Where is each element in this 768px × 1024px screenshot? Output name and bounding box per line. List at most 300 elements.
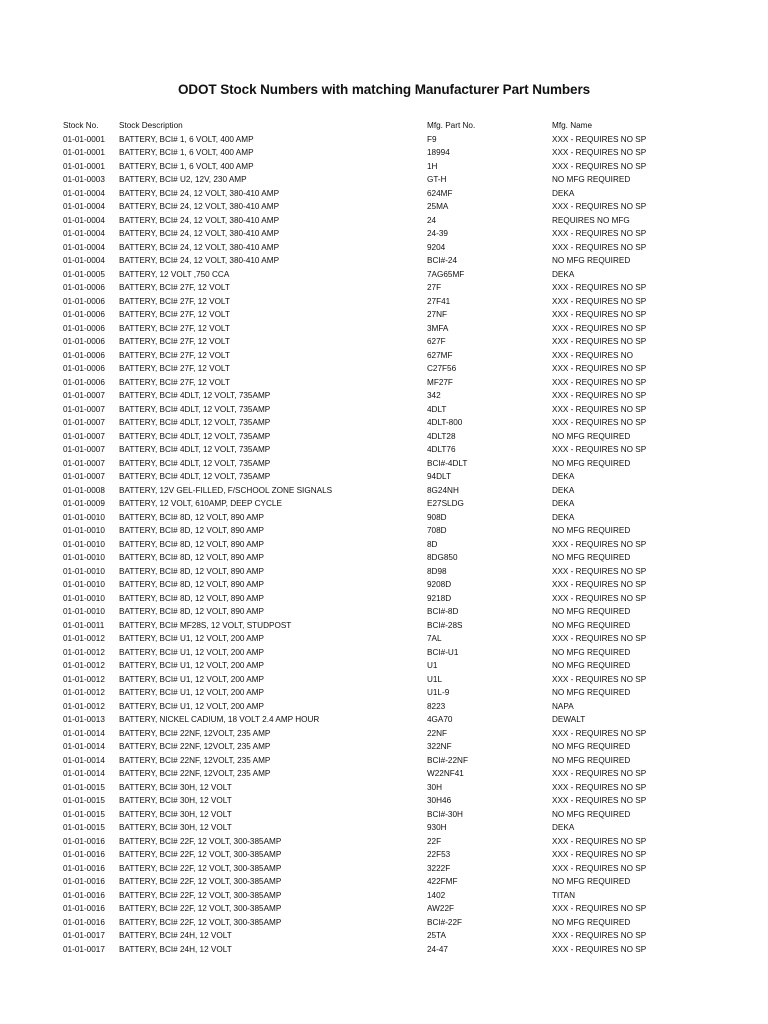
cell-mfg-name: XXX - REQUIRES NO SP bbox=[552, 539, 647, 549]
table-row bbox=[63, 173, 723, 187]
cell-stock-description: BATTERY, BCI# 22NF, 12VOLT, 235 AMP bbox=[119, 755, 271, 765]
cell-mfg-name: TITAN bbox=[552, 890, 576, 900]
table-row bbox=[63, 362, 723, 376]
cell-stock-description: BATTERY, BCI# 30H, 12 VOLT bbox=[119, 796, 232, 805]
cell-mfg-name: NO MFG REQUIRED bbox=[552, 877, 631, 886]
cell-mfg-part-no: 624MF bbox=[427, 188, 453, 198]
cell-stock-description: BATTERY, BCI# 1, 6 VOLT, 400 AMP bbox=[119, 161, 254, 171]
cell-mfg-part-no: U1L bbox=[427, 674, 443, 684]
cell-mfg-name: XXX - REQUIRES NO SP bbox=[552, 148, 647, 157]
cell-stock-description: BATTERY, BCI# 27F, 12 VOLT bbox=[119, 310, 230, 319]
cell-mfg-name: XXX - REQUIRES NO SP bbox=[552, 296, 647, 306]
cell-mfg-name: NO MFG REQUIRED bbox=[552, 917, 631, 927]
table-row bbox=[63, 227, 723, 241]
table-row bbox=[63, 605, 723, 619]
cell-stock-description: BATTERY, BCI# U1, 12 VOLT, 200 AMP bbox=[119, 701, 265, 711]
cell-mfg-part-no: 9208D bbox=[427, 580, 452, 589]
cell-mfg-name: NO MFG REQUIRED bbox=[552, 256, 631, 265]
cell-stock-description: BATTERY, BCI# 4DLT, 12 VOLT, 735AMP bbox=[119, 458, 271, 468]
table-row bbox=[63, 524, 723, 538]
cell-stock-no: 01-01-0016 bbox=[63, 904, 105, 913]
header-stock-no: Stock No. bbox=[63, 121, 99, 130]
cell-stock-no: 01-01-0004 bbox=[63, 215, 105, 225]
cell-stock-no: 01-01-0007 bbox=[63, 458, 105, 468]
cell-stock-no: 01-01-0006 bbox=[63, 350, 105, 360]
cell-stock-no: 01-01-0017 bbox=[63, 931, 105, 940]
cell-stock-no: 01-01-0015 bbox=[63, 796, 105, 805]
cell-stock-no: 01-01-0006 bbox=[63, 323, 105, 333]
cell-mfg-name: NO MFG REQUIRED bbox=[552, 742, 631, 751]
cell-mfg-name: XXX - REQUIRES NO SP bbox=[552, 728, 647, 738]
cell-stock-description: BATTERY, BCI# 22NF, 12VOLT, 235 AMP bbox=[119, 728, 271, 738]
cell-stock-description: BATTERY, BCI# 24, 12 VOLT, 380-410 AMP bbox=[119, 215, 280, 225]
cell-stock-no: 01-01-0017 bbox=[63, 944, 105, 954]
table-row bbox=[63, 713, 723, 727]
cell-stock-no: 01-01-0011 bbox=[63, 620, 105, 630]
cell-stock-description: BATTERY, 12 VOLT, 610AMP, DEEP CYCLE bbox=[119, 499, 282, 508]
cell-stock-description: BATTERY, BCI# U1, 12 VOLT, 200 AMP bbox=[119, 647, 265, 657]
cell-stock-no: 01-01-0016 bbox=[63, 877, 105, 886]
cell-mfg-part-no: 422FMF bbox=[427, 877, 458, 886]
cell-stock-description: BATTERY, BCI# 30H, 12 VOLT bbox=[119, 823, 232, 832]
cell-mfg-name: NO MFG REQUIRED bbox=[552, 809, 631, 819]
cell-stock-no: 01-01-0016 bbox=[63, 836, 105, 846]
table-row bbox=[63, 821, 723, 835]
cell-stock-description: BATTERY, BCI# 24, 12 VOLT, 380-410 AMP bbox=[119, 229, 280, 238]
cell-mfg-part-no: W22NF41 bbox=[427, 769, 464, 778]
cell-stock-no: 01-01-0010 bbox=[63, 526, 105, 535]
cell-mfg-name: XXX - REQUIRES NO SP bbox=[552, 229, 647, 238]
cell-stock-no: 01-01-0014 bbox=[63, 728, 105, 738]
cell-stock-description: BATTERY, BCI# U1, 12 VOLT, 200 AMP bbox=[119, 661, 265, 670]
cell-stock-description: BATTERY, BCI# 22F, 12 VOLT, 300-385AMP bbox=[119, 863, 282, 873]
cell-stock-description: BATTERY, BCI# 4DLT, 12 VOLT, 735AMP bbox=[119, 445, 271, 454]
cell-mfg-part-no: 30H46 bbox=[427, 796, 452, 805]
cell-mfg-part-no: 22F bbox=[427, 836, 442, 846]
cell-mfg-part-no: 24-47 bbox=[427, 944, 448, 954]
table-row bbox=[63, 349, 723, 363]
table-row bbox=[63, 619, 723, 633]
cell-mfg-part-no: 22F53 bbox=[427, 850, 451, 859]
table-row bbox=[63, 889, 723, 903]
cell-mfg-name: XXX - REQUIRES NO SP bbox=[552, 674, 647, 684]
cell-mfg-part-no: 9204 bbox=[427, 242, 446, 252]
cell-mfg-part-no: 708D bbox=[427, 526, 447, 535]
cell-mfg-part-no: BCI#-22F bbox=[427, 917, 463, 927]
cell-stock-description: BATTERY, BCI# 24, 12 VOLT, 380-410 AMP bbox=[119, 202, 280, 211]
cell-mfg-part-no: 25TA bbox=[427, 931, 446, 940]
cell-mfg-part-no: 30H bbox=[427, 782, 443, 792]
cell-mfg-part-no: 18994 bbox=[427, 148, 450, 157]
cell-stock-no: 01-01-0006 bbox=[63, 310, 105, 319]
table-row bbox=[63, 335, 723, 349]
cell-mfg-part-no: BCI#-22NF bbox=[427, 755, 468, 765]
cell-mfg-name: DEKA bbox=[552, 269, 575, 279]
cell-mfg-name: NO MFG REQUIRED bbox=[552, 607, 631, 616]
cell-mfg-part-no: BCI#-8D bbox=[427, 607, 459, 616]
cell-stock-no: 01-01-0010 bbox=[63, 566, 105, 576]
cell-mfg-name: XXX - REQUIRES NO SP bbox=[552, 904, 647, 913]
cell-mfg-part-no: 8223 bbox=[427, 701, 446, 711]
cell-stock-description: BATTERY, BCI# 8D, 12 VOLT, 890 AMP bbox=[119, 512, 265, 522]
cell-stock-description: BATTERY, BCI# 22F, 12 VOLT, 300-385AMP bbox=[119, 890, 282, 900]
cell-stock-description: BATTERY, BCI# 1, 6 VOLT, 400 AMP bbox=[119, 148, 254, 157]
table-row bbox=[63, 484, 723, 498]
cell-stock-no: 01-01-0004 bbox=[63, 188, 105, 198]
cell-mfg-part-no: 9218D bbox=[427, 593, 452, 603]
cell-stock-description: BATTERY, BCI# 30H, 12 VOLT bbox=[119, 809, 232, 819]
cell-stock-description: BATTERY, BCI# 8D, 12 VOLT, 890 AMP bbox=[119, 553, 265, 562]
cell-mfg-part-no: 7AL bbox=[427, 634, 442, 643]
cell-mfg-name: XXX - REQUIRES NO SP bbox=[552, 769, 647, 778]
cell-mfg-name: XXX - REQUIRES NO SP bbox=[552, 944, 647, 954]
cell-stock-no: 01-01-0012 bbox=[63, 701, 105, 711]
table-row bbox=[63, 322, 723, 336]
header-stock-description: Stock Description bbox=[119, 121, 183, 130]
table-row bbox=[63, 673, 723, 687]
cell-mfg-name: XXX - REQUIRES NO SP bbox=[552, 161, 647, 171]
table-row bbox=[63, 646, 723, 660]
cell-mfg-part-no: 4DLT28 bbox=[427, 431, 456, 441]
cell-mfg-name: NO MFG REQUIRED bbox=[552, 175, 631, 184]
cell-mfg-part-no: 27F bbox=[427, 283, 442, 292]
cell-mfg-part-no: 627MF bbox=[427, 350, 453, 360]
cell-stock-no: 01-01-0015 bbox=[63, 782, 105, 792]
table-row bbox=[63, 943, 723, 957]
table-row bbox=[63, 389, 723, 403]
cell-mfg-name: XXX - REQUIRES NO SP bbox=[552, 418, 647, 427]
table-row bbox=[63, 632, 723, 646]
table-row bbox=[63, 376, 723, 390]
cell-stock-no: 01-01-0007 bbox=[63, 431, 105, 441]
cell-stock-description: BATTERY, BCI# 22F, 12 VOLT, 300-385AMP bbox=[119, 836, 282, 846]
cell-mfg-name: XXX - REQUIRES NO SP bbox=[552, 850, 647, 859]
cell-stock-no: 01-01-0005 bbox=[63, 269, 105, 279]
cell-stock-no: 01-01-0016 bbox=[63, 863, 105, 873]
cell-stock-no: 01-01-0007 bbox=[63, 418, 105, 427]
table-row bbox=[63, 497, 723, 511]
cell-stock-description: BATTERY, BCI# U1, 12 VOLT, 200 AMP bbox=[119, 674, 265, 684]
cell-stock-description: BATTERY, BCI# 24, 12 VOLT, 380-410 AMP bbox=[119, 256, 280, 265]
cell-mfg-part-no: U1 bbox=[427, 661, 438, 670]
cell-mfg-part-no: 322NF bbox=[427, 742, 452, 751]
cell-stock-description: BATTERY, BCI# 22F, 12 VOLT, 300-385AMP bbox=[119, 850, 282, 859]
cell-mfg-name: XXX - REQUIRES NO SP bbox=[552, 931, 647, 940]
cell-stock-description: BATTERY, BCI# 8D, 12 VOLT, 890 AMP bbox=[119, 607, 265, 616]
cell-mfg-name: NAPA bbox=[552, 701, 574, 711]
cell-stock-no: 01-01-0007 bbox=[63, 391, 105, 400]
cell-stock-no: 01-01-0004 bbox=[63, 202, 105, 211]
cell-mfg-part-no: 94DLT bbox=[427, 472, 451, 481]
cell-mfg-name: XXX - REQUIRES NO SP bbox=[552, 364, 647, 373]
cell-stock-no: 01-01-0010 bbox=[63, 580, 105, 589]
cell-stock-no: 01-01-0006 bbox=[63, 337, 105, 346]
table-row bbox=[63, 592, 723, 606]
cell-mfg-part-no: 27F41 bbox=[427, 296, 451, 306]
cell-mfg-part-no: 4DLT bbox=[427, 404, 447, 414]
cell-stock-description: BATTERY, BCI# U1, 12 VOLT, 200 AMP bbox=[119, 634, 265, 643]
cell-mfg-part-no: AW22F bbox=[427, 904, 454, 913]
cell-mfg-part-no: 3222F bbox=[427, 863, 451, 873]
cell-mfg-name: DEKA bbox=[552, 823, 575, 832]
header-mfg-name: Mfg. Name bbox=[552, 121, 593, 130]
cell-mfg-name: NO MFG REQUIRED bbox=[552, 755, 631, 765]
cell-stock-description: BATTERY, BCI# 27F, 12 VOLT bbox=[119, 323, 230, 333]
table-row bbox=[63, 727, 723, 741]
cell-mfg-name: XXX - REQUIRES NO SP bbox=[552, 782, 647, 792]
table-row bbox=[63, 916, 723, 930]
cell-stock-no: 01-01-0012 bbox=[63, 661, 105, 670]
cell-stock-description: BATTERY, BCI# 24, 12 VOLT, 380-410 AMP bbox=[119, 242, 280, 252]
table-row bbox=[63, 430, 723, 444]
cell-mfg-name: XXX - REQUIRES NO SP bbox=[552, 391, 647, 400]
cell-stock-no: 01-01-0004 bbox=[63, 242, 105, 252]
cell-mfg-name: XXX - REQUIRES NO SP bbox=[552, 796, 647, 805]
cell-mfg-part-no: 24-39 bbox=[427, 229, 448, 238]
header-mfg-part-no: Mfg. Part No. bbox=[427, 121, 476, 130]
cell-stock-description: BATTERY, BCI# 8D, 12 VOLT, 890 AMP bbox=[119, 580, 265, 589]
table-row bbox=[63, 767, 723, 781]
cell-stock-description: BATTERY, BCI# 24, 12 VOLT, 380-410 AMP bbox=[119, 188, 280, 198]
cell-mfg-part-no: 8D bbox=[427, 539, 438, 549]
table-row bbox=[63, 538, 723, 552]
table-row bbox=[63, 794, 723, 808]
cell-mfg-part-no: U1L-9 bbox=[427, 688, 450, 697]
cell-stock-description: BATTERY, BCI# 4DLT, 12 VOLT, 735AMP bbox=[119, 418, 271, 427]
cell-mfg-name: DEKA bbox=[552, 512, 575, 522]
cell-mfg-part-no: BCI#-28S bbox=[427, 620, 463, 630]
table-row bbox=[63, 781, 723, 795]
table-row bbox=[63, 470, 723, 484]
table-row bbox=[63, 659, 723, 673]
cell-mfg-name: XXX - REQUIRES NO SP bbox=[552, 634, 647, 643]
cell-stock-description: BATTERY, BCI# 4DLT, 12 VOLT, 735AMP bbox=[119, 404, 271, 414]
cell-mfg-part-no: 22NF bbox=[427, 728, 448, 738]
table-row bbox=[63, 902, 723, 916]
table-row bbox=[63, 295, 723, 309]
cell-mfg-part-no: 8D98 bbox=[427, 566, 447, 576]
cell-stock-description: BATTERY, BCI# 22NF, 12VOLT, 235 AMP bbox=[119, 769, 271, 778]
cell-mfg-name: XXX - REQUIRES NO SP bbox=[552, 404, 647, 414]
table-row bbox=[63, 578, 723, 592]
table-row bbox=[63, 403, 723, 417]
table-row bbox=[63, 875, 723, 889]
cell-mfg-part-no: 908D bbox=[427, 512, 447, 522]
cell-stock-description: BATTERY, 12V GEL-FILLED, F/SCHOOL ZONE SIGNALS bbox=[119, 485, 333, 495]
cell-stock-description: BATTERY, BCI# 4DLT, 12 VOLT, 735AMP bbox=[119, 472, 271, 481]
cell-mfg-part-no: 8G24NH bbox=[427, 485, 459, 495]
cell-stock-no: 01-01-0015 bbox=[63, 823, 105, 832]
table-row bbox=[63, 200, 723, 214]
cell-mfg-name: NO MFG REQUIRED bbox=[552, 526, 631, 535]
cell-mfg-name: NO MFG REQUIRED bbox=[552, 620, 631, 630]
cell-mfg-name: DEKA bbox=[552, 499, 575, 508]
document-title: ODOT Stock Numbers with matching Manufacturer Part Numbers bbox=[177, 82, 591, 97]
cell-stock-no: 01-01-0004 bbox=[63, 256, 105, 265]
stock-table bbox=[63, 119, 723, 956]
cell-mfg-part-no: 4GA70 bbox=[427, 715, 453, 724]
cell-stock-no: 01-01-0001 bbox=[63, 161, 105, 171]
cell-mfg-part-no: 4DLT-800 bbox=[427, 418, 463, 427]
cell-mfg-name: XXX - REQUIRES NO SP bbox=[552, 377, 647, 387]
cell-mfg-part-no: 25MA bbox=[427, 202, 449, 211]
table-header bbox=[63, 119, 723, 133]
cell-stock-no: 01-01-0010 bbox=[63, 553, 105, 562]
cell-mfg-part-no: GT-H bbox=[427, 175, 447, 184]
cell-stock-no: 01-01-0006 bbox=[63, 283, 105, 292]
cell-mfg-part-no: 1H bbox=[427, 161, 438, 171]
cell-mfg-part-no: 7AG65MF bbox=[427, 269, 465, 279]
cell-mfg-part-no: 24 bbox=[427, 215, 437, 225]
cell-stock-no: 01-01-0006 bbox=[63, 296, 105, 306]
cell-mfg-name: XXX - REQUIRES NO SP bbox=[552, 242, 647, 252]
cell-stock-no: 01-01-0016 bbox=[63, 850, 105, 859]
cell-mfg-part-no: 627F bbox=[427, 337, 446, 346]
cell-mfg-part-no: 1402 bbox=[427, 890, 446, 900]
cell-stock-description: BATTERY, BCI# 22F, 12 VOLT, 300-385AMP bbox=[119, 917, 282, 927]
cell-stock-no: 01-01-0001 bbox=[63, 148, 105, 157]
cell-stock-no: 01-01-0001 bbox=[63, 134, 105, 144]
table-row bbox=[63, 551, 723, 565]
cell-stock-description: BATTERY, BCI# 24H, 12 VOLT bbox=[119, 931, 232, 940]
table-row bbox=[63, 268, 723, 282]
cell-stock-no: 01-01-0007 bbox=[63, 472, 105, 481]
cell-stock-description: BATTERY, BCI# 27F, 12 VOLT bbox=[119, 337, 230, 346]
cell-mfg-name: XXX - REQUIRES NO SP bbox=[552, 580, 647, 589]
cell-mfg-name: XXX - REQUIRES NO SP bbox=[552, 310, 647, 319]
cell-stock-no: 01-01-0003 bbox=[63, 175, 105, 184]
cell-mfg-name: XXX - REQUIRES NO SP bbox=[552, 445, 647, 454]
cell-mfg-name: NO MFG REQUIRED bbox=[552, 458, 631, 468]
cell-mfg-name: NO MFG REQUIRED bbox=[552, 661, 631, 670]
cell-stock-no: 01-01-0006 bbox=[63, 364, 105, 373]
cell-mfg-name: DEKA bbox=[552, 472, 575, 481]
cell-mfg-name: NO MFG REQUIRED bbox=[552, 553, 631, 562]
cell-stock-description: BATTERY, BCI# 22F, 12 VOLT, 300-385AMP bbox=[119, 877, 282, 886]
cell-stock-description: BATTERY, BCI# 4DLT, 12 VOLT, 735AMP bbox=[119, 391, 271, 400]
cell-stock-no: 01-01-0015 bbox=[63, 809, 105, 819]
cell-mfg-name: NO MFG REQUIRED bbox=[552, 647, 631, 657]
cell-stock-description: BATTERY, BCI# 8D, 12 VOLT, 890 AMP bbox=[119, 593, 265, 603]
cell-stock-no: 01-01-0014 bbox=[63, 742, 105, 751]
table-row bbox=[63, 416, 723, 430]
cell-stock-description: BATTERY, BCI# 27F, 12 VOLT bbox=[119, 377, 230, 387]
cell-stock-no: 01-01-0012 bbox=[63, 634, 105, 643]
table-row bbox=[63, 146, 723, 160]
cell-stock-description: BATTERY, BCI# 27F, 12 VOLT bbox=[119, 283, 230, 292]
cell-stock-no: 01-01-0010 bbox=[63, 593, 105, 603]
cell-mfg-part-no: BCI#-24 bbox=[427, 256, 458, 265]
table-row bbox=[63, 187, 723, 201]
table-row bbox=[63, 929, 723, 943]
cell-stock-description: BATTERY, NICKEL CADIUM, 18 VOLT 2.4 AMP HOUR bbox=[119, 715, 320, 724]
table-row bbox=[63, 565, 723, 579]
cell-stock-description: BATTERY, BCI# 1, 6 VOLT, 400 AMP bbox=[119, 134, 254, 144]
cell-stock-description: BATTERY, BCI# 22NF, 12VOLT, 235 AMP bbox=[119, 742, 271, 751]
cell-mfg-part-no: 27NF bbox=[427, 310, 448, 319]
table-row bbox=[63, 848, 723, 862]
cell-stock-description: BATTERY, BCI# 24H, 12 VOLT bbox=[119, 944, 232, 954]
cell-mfg-part-no: BCI#-U1 bbox=[427, 647, 459, 657]
cell-mfg-part-no: BCI#-4DLT bbox=[427, 458, 468, 468]
cell-stock-no: 01-01-0007 bbox=[63, 445, 105, 454]
cell-stock-no: 01-01-0012 bbox=[63, 674, 105, 684]
cell-stock-description: BATTERY, BCI# 8D, 12 VOLT, 890 AMP bbox=[119, 566, 265, 576]
table-row bbox=[63, 700, 723, 714]
cell-stock-description: BATTERY, 12 VOLT ,750 CCA bbox=[119, 269, 230, 279]
cell-mfg-part-no: E27SLDG bbox=[427, 499, 464, 508]
cell-mfg-part-no: 8DG850 bbox=[427, 553, 458, 562]
cell-mfg-name: NO MFG REQUIRED bbox=[552, 431, 631, 441]
cell-mfg-name: XXX - REQUIRES NO SP bbox=[552, 836, 647, 846]
table-row bbox=[63, 754, 723, 768]
cell-stock-description: BATTERY, BCI# U2, 12V, 230 AMP bbox=[119, 175, 247, 184]
cell-stock-no: 01-01-0010 bbox=[63, 607, 105, 616]
cell-stock-no: 01-01-0013 bbox=[63, 715, 105, 724]
cell-mfg-name: DEKA bbox=[552, 188, 575, 198]
cell-mfg-name: XXX - REQUIRES NO bbox=[552, 350, 633, 360]
cell-mfg-name: XXX - REQUIRES NO SP bbox=[552, 202, 647, 211]
cell-mfg-name: XXX - REQUIRES NO SP bbox=[552, 566, 647, 576]
cell-mfg-part-no: 342 bbox=[427, 391, 441, 400]
cell-mfg-name: XXX - REQUIRES NO SP bbox=[552, 283, 647, 292]
cell-stock-description: BATTERY, BCI# 22F, 12 VOLT, 300-385AMP bbox=[119, 904, 282, 913]
cell-stock-no: 01-01-0016 bbox=[63, 890, 105, 900]
cell-mfg-name: XXX - REQUIRES NO SP bbox=[552, 134, 647, 144]
cell-mfg-part-no: F9 bbox=[427, 134, 437, 144]
cell-stock-no: 01-01-0008 bbox=[63, 485, 105, 495]
table-row bbox=[63, 835, 723, 849]
cell-mfg-name: XXX - REQUIRES NO SP bbox=[552, 323, 647, 333]
cell-mfg-part-no: MF27F bbox=[427, 377, 453, 387]
table-row bbox=[63, 214, 723, 228]
cell-mfg-name: XXX - REQUIRES NO SP bbox=[552, 337, 647, 346]
cell-mfg-part-no: 3MFA bbox=[427, 323, 449, 333]
cell-mfg-part-no: BCI#-30H bbox=[427, 809, 463, 819]
table-row bbox=[63, 862, 723, 876]
table-row bbox=[63, 808, 723, 822]
cell-stock-description: BATTERY, BCI# 27F, 12 VOLT bbox=[119, 364, 230, 373]
table-row bbox=[63, 241, 723, 255]
cell-mfg-name: NO MFG REQUIRED bbox=[552, 688, 631, 697]
cell-mfg-name: DEKA bbox=[552, 485, 575, 495]
cell-stock-no: 01-01-0006 bbox=[63, 377, 105, 387]
cell-stock-no: 01-01-0007 bbox=[63, 404, 105, 414]
cell-stock-no: 01-01-0004 bbox=[63, 229, 105, 238]
table-row bbox=[63, 740, 723, 754]
cell-stock-no: 01-01-0012 bbox=[63, 688, 105, 697]
cell-stock-description: BATTERY, BCI# U1, 12 VOLT, 200 AMP bbox=[119, 688, 265, 697]
cell-mfg-name: DEWALT bbox=[552, 715, 586, 724]
table-row bbox=[63, 308, 723, 322]
cell-mfg-part-no: 4DLT76 bbox=[427, 445, 456, 454]
cell-stock-description: BATTERY, BCI# 27F, 12 VOLT bbox=[119, 296, 230, 306]
cell-stock-description: BATTERY, BCI# 8D, 12 VOLT, 890 AMP bbox=[119, 539, 265, 549]
cell-stock-no: 01-01-0010 bbox=[63, 512, 105, 522]
cell-mfg-part-no: C27F56 bbox=[427, 364, 457, 373]
cell-mfg-name: REQUIRES NO MFG bbox=[552, 215, 630, 225]
cell-stock-description: BATTERY, BCI# 30H, 12 VOLT bbox=[119, 782, 232, 792]
cell-stock-description: BATTERY, BCI# 8D, 12 VOLT, 890 AMP bbox=[119, 526, 265, 535]
cell-stock-no: 01-01-0014 bbox=[63, 755, 105, 765]
table-row bbox=[63, 443, 723, 457]
cell-stock-description: BATTERY, BCI# 27F, 12 VOLT bbox=[119, 350, 230, 360]
table-row bbox=[63, 281, 723, 295]
cell-stock-no: 01-01-0014 bbox=[63, 769, 105, 778]
table-row bbox=[63, 254, 723, 268]
cell-stock-description: BATTERY, BCI# 4DLT, 12 VOLT, 735AMP bbox=[119, 431, 271, 441]
table-row bbox=[63, 160, 723, 174]
